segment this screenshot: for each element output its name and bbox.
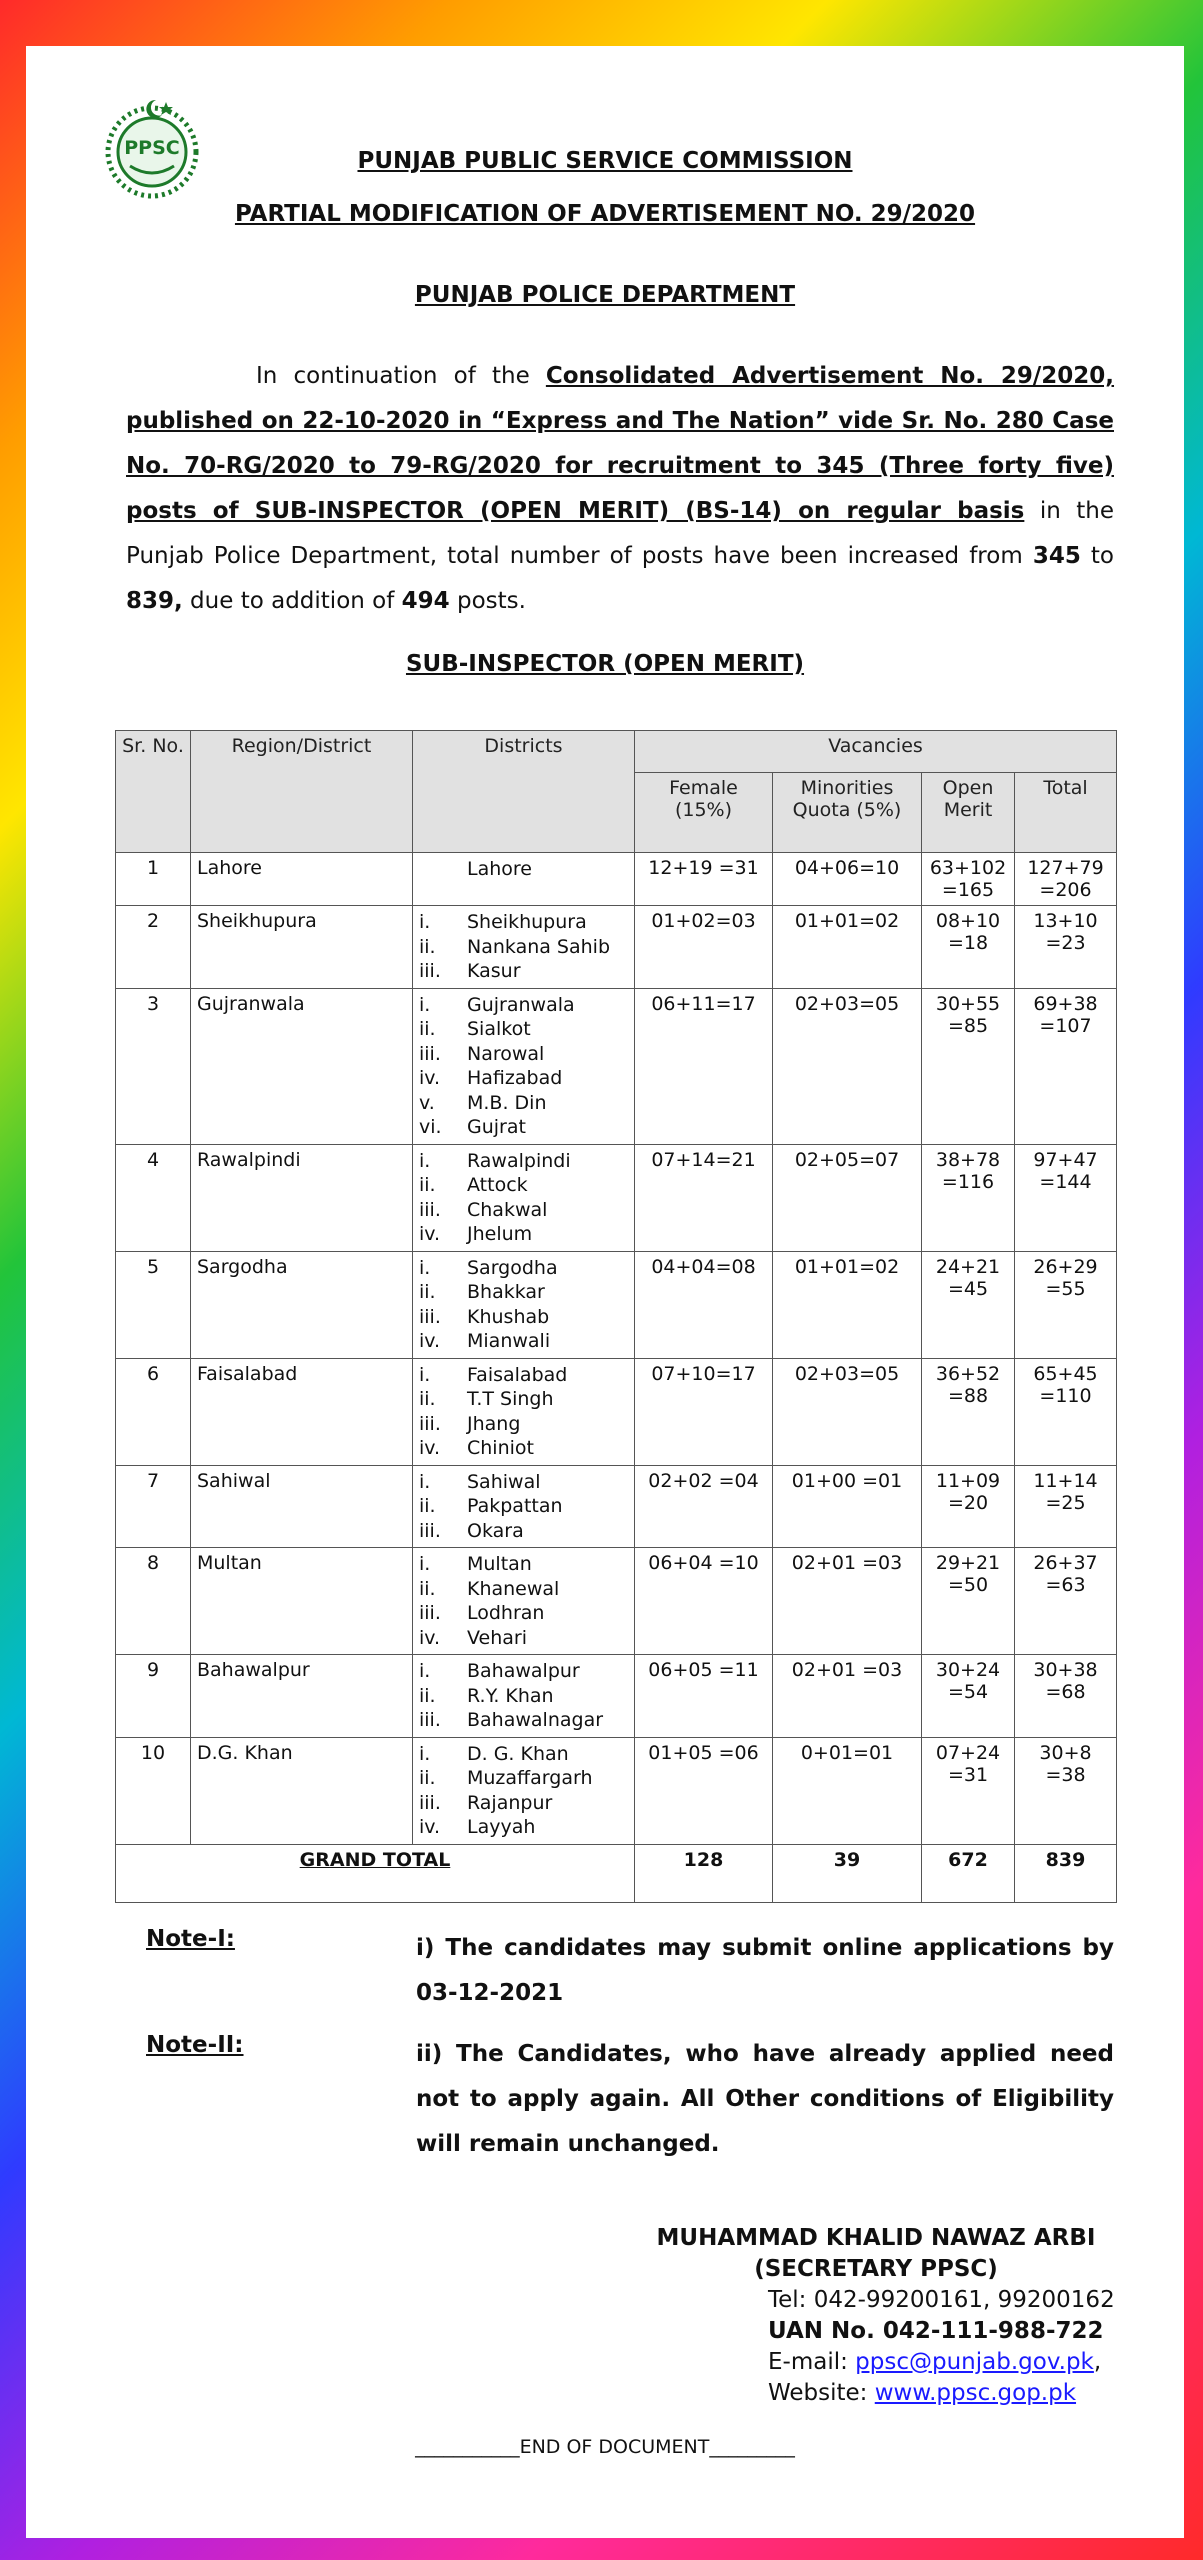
contact-block (768, 2285, 1115, 2409)
cell-female: 12+19 =31 (635, 853, 773, 906)
list-item (419, 1791, 628, 1816)
list-item (419, 1601, 628, 1626)
district-numeral: iv. (419, 1330, 441, 1352)
grand-total-total: 839 (1015, 1844, 1117, 1902)
list-item (419, 1519, 628, 1544)
cell-total: 26+37 =63 (1015, 1548, 1117, 1655)
cell-sr-no: 10 (116, 1737, 191, 1844)
note-1-label: Note-I: (146, 1926, 235, 1952)
district-numeral: iii. (419, 1042, 441, 1065)
district-numeral: iv. (419, 1437, 441, 1459)
district-numeral: ii. (419, 1767, 436, 1789)
district-numeral: i. (419, 993, 431, 1016)
intro-old-posts: 345 (1032, 543, 1081, 569)
district-numeral: ii. (419, 1018, 436, 1040)
cell-minorities: 02+03=05 (773, 988, 922, 1144)
district-name: Attock (467, 1174, 528, 1196)
header-minorities: Minorities Quota (5%) (773, 773, 922, 853)
district-name: D. G. Khan (467, 1742, 569, 1765)
cell-sr-no: 8 (116, 1548, 191, 1655)
district-name: Rawalpindi (467, 1149, 571, 1172)
cell-districts (413, 1548, 635, 1655)
table-row (116, 1251, 1117, 1358)
district-numeral: iii. (419, 1412, 441, 1435)
list-item (419, 1387, 628, 1412)
email-suffix: , (1093, 2349, 1102, 2375)
district-name: Sialkot (467, 1018, 531, 1040)
cell-minorities: 02+03=05 (773, 1358, 922, 1465)
district-name: Pakpattan (467, 1495, 563, 1517)
list-item (419, 1305, 628, 1330)
district-numeral: vi. (419, 1116, 442, 1138)
telephone: Tel: 042-99200161, 99200162 (768, 2287, 1115, 2313)
end-of-document: ___________END OF DOCUMENT_________ (415, 2436, 795, 2458)
district-name: Bhakkar (467, 1281, 545, 1303)
district-name: Bahawalnagar (467, 1709, 604, 1731)
cell-total: 11+14 =25 (1015, 1465, 1117, 1548)
district-numeral: v. (419, 1091, 435, 1114)
district-name: Vehari (467, 1626, 527, 1649)
district-name: Multan (467, 1553, 532, 1575)
cell-total: 127+79 =206 (1015, 853, 1117, 906)
cell-region: Bahawalpur (191, 1655, 413, 1738)
cell-region: Sargodha (191, 1251, 413, 1358)
district-name: M.B. Din (467, 1091, 547, 1114)
district-numeral: i. (419, 1660, 431, 1682)
district-name: Sargodha (467, 1256, 558, 1279)
district-numeral: iii. (419, 1602, 441, 1624)
district-numeral: ii. (419, 1281, 436, 1303)
department-title: PUNJAB POLICE DEPARTMENT (414, 282, 796, 308)
signatory-title: (SECRETARY PPSC) (754, 2256, 998, 2282)
district-list (419, 1149, 628, 1247)
cell-female: 01+02=03 (635, 906, 773, 989)
header-districts: Districts (413, 731, 635, 853)
list-item (419, 1149, 628, 1174)
cell-sr-no: 9 (116, 1655, 191, 1738)
district-name: R.Y. Khan (467, 1684, 554, 1707)
cell-open-merit: 11+09 =20 (922, 1465, 1015, 1548)
table-row (116, 988, 1117, 1144)
table-row (116, 1655, 1117, 1738)
district-numeral: i. (419, 1553, 431, 1575)
intro-paragraph (126, 354, 1114, 624)
header-region: Region/District (191, 731, 413, 853)
document-page (26, 46, 1184, 2538)
header-open-merit: Open Merit (922, 773, 1015, 853)
cell-open-merit: 29+21 =50 (922, 1548, 1015, 1655)
cell-region: Lahore (191, 853, 413, 906)
cell-sr-no: 1 (116, 853, 191, 906)
table-row (116, 1144, 1117, 1251)
list-item (419, 959, 628, 984)
district-numeral: ii. (419, 1495, 436, 1517)
cell-minorities: 01+00 =01 (773, 1465, 922, 1548)
list-item (419, 1329, 628, 1354)
org-title: PUNJAB PUBLIC SERVICE COMMISSION (357, 148, 853, 174)
district-numeral: iii. (419, 1519, 441, 1542)
email-label: E-mail: (768, 2349, 856, 2375)
cell-region: D.G. Khan (191, 1737, 413, 1844)
district-numeral: ii. (419, 1577, 436, 1600)
list-item (419, 1412, 628, 1437)
district-list (419, 1552, 628, 1650)
cell-total: 30+8 =38 (1015, 1737, 1117, 1844)
district-numeral: iii. (419, 960, 441, 982)
intro-new-posts: 839, (126, 588, 183, 614)
cell-open-merit: 24+21 =45 (922, 1251, 1015, 1358)
district-numeral: iii. (419, 1791, 441, 1814)
cell-districts (413, 1465, 635, 1548)
district-numeral (419, 857, 467, 882)
cell-sr-no: 6 (116, 1358, 191, 1465)
cell-total: 26+29 =55 (1015, 1251, 1117, 1358)
cell-open-merit: 07+24 =31 (922, 1737, 1015, 1844)
intro-text-4: due to addition of (182, 588, 402, 614)
district-name: Nankana Sahib (467, 935, 611, 958)
list-item (419, 1815, 628, 1840)
district-name: Okara (467, 1519, 524, 1542)
advertisement-subtitle: PARTIAL MODIFICATION OF ADVERTISEMENT NO. 29/2020 (234, 201, 976, 227)
district-numeral: iv. (419, 1816, 441, 1838)
district-name: Rajanpur (467, 1791, 553, 1814)
list-item (419, 1436, 628, 1461)
grand-total-female: 128 (635, 1844, 773, 1902)
list-item (419, 1577, 628, 1602)
list-item (419, 857, 628, 882)
district-name: Layyah (467, 1816, 536, 1838)
list-item (419, 1470, 628, 1495)
district-name: T.T Singh (467, 1388, 554, 1410)
cell-total: 97+47 =144 (1015, 1144, 1117, 1251)
list-item (419, 1659, 628, 1684)
cell-minorities: 0+01=01 (773, 1737, 922, 1844)
website-line (768, 2378, 1115, 2409)
cell-open-merit: 30+55 =85 (922, 988, 1015, 1144)
district-list (419, 1742, 628, 1840)
district-name: Narowal (467, 1042, 545, 1065)
grand-total-label: GRAND TOTAL (116, 1844, 635, 1902)
district-numeral: iii. (419, 1709, 441, 1731)
list-item (419, 910, 628, 935)
district-numeral: i. (419, 1149, 431, 1172)
cell-sr-no: 3 (116, 988, 191, 1144)
cell-minorities: 02+01 =03 (773, 1655, 922, 1738)
district-numeral: iii. (419, 1198, 441, 1221)
district-name: Chiniot (467, 1437, 534, 1459)
district-name: Sahiwal (467, 1470, 541, 1493)
cell-region: Rawalpindi (191, 1144, 413, 1251)
district-name: Hafizabad (467, 1067, 563, 1089)
list-item (419, 1042, 628, 1067)
cell-sr-no: 5 (116, 1251, 191, 1358)
list-item (419, 1684, 628, 1709)
table-row (116, 906, 1117, 989)
table-row (116, 853, 1117, 906)
district-numeral: ii. (419, 935, 436, 958)
table-row (116, 1737, 1117, 1844)
cell-open-merit: 30+24 =54 (922, 1655, 1015, 1738)
intro-added-posts: 494 (401, 588, 450, 614)
district-numeral: i. (419, 1742, 431, 1765)
email-link[interactable]: ppsc@punjab.gov.pk (855, 2349, 1094, 2375)
list-item (419, 993, 628, 1018)
website-label: Website: (768, 2380, 875, 2406)
uan-number: UAN No. 042-111-988-722 (768, 2318, 1104, 2344)
cell-female: 04+04=08 (635, 1251, 773, 1358)
cell-female: 06+11=17 (635, 988, 773, 1144)
list-item (419, 1626, 628, 1651)
district-name: Chakwal (467, 1198, 548, 1221)
district-numeral: iii. (419, 1305, 441, 1328)
cell-sr-no: 2 (116, 906, 191, 989)
cell-region: Sahiwal (191, 1465, 413, 1548)
cell-open-merit: 36+52 =88 (922, 1358, 1015, 1465)
district-name: Jhelum (467, 1223, 533, 1245)
cell-sr-no: 7 (116, 1465, 191, 1548)
cell-minorities: 01+01=02 (773, 906, 922, 989)
cell-minorities: 01+01=02 (773, 1251, 922, 1358)
list-item (419, 1222, 628, 1247)
district-list (419, 1256, 628, 1354)
district-name: Khushab (467, 1305, 550, 1328)
intro-text-5: posts. (449, 588, 526, 614)
cell-female: 07+10=17 (635, 1358, 773, 1465)
list-item (419, 1173, 628, 1198)
cell-female: 07+14=21 (635, 1144, 773, 1251)
cell-districts (413, 1655, 635, 1738)
district-list (419, 857, 628, 882)
cell-total: 30+38 =68 (1015, 1655, 1117, 1738)
district-list (419, 1363, 628, 1461)
district-name: Lahore (467, 858, 532, 880)
cell-total: 65+45 =110 (1015, 1358, 1117, 1465)
intro-text-1: In continuation of the (256, 363, 546, 389)
district-numeral: ii. (419, 1388, 436, 1410)
cell-region: Multan (191, 1548, 413, 1655)
note-2-label: Note-II: (146, 2032, 244, 2058)
district-list (419, 910, 628, 984)
district-numeral: i. (419, 1256, 431, 1279)
cell-districts (413, 853, 635, 906)
district-numeral: i. (419, 1470, 431, 1493)
district-name: Muzaffargarh (467, 1767, 593, 1789)
list-item (419, 1280, 628, 1305)
district-name: Kasur (467, 960, 521, 982)
section-title: SUB-INSPECTOR (OPEN MERIT) (405, 651, 805, 677)
cell-minorities: 04+06=10 (773, 853, 922, 906)
note-2-text: ii) The Candidates, who have already applied need not to apply again. All Other conditions of Eligibility will remain unchanged. (416, 2041, 1114, 2157)
cell-total: 13+10 =23 (1015, 906, 1117, 989)
list-item (419, 1017, 628, 1042)
intro-bold-reference: Consolidated Advertisement No. 29/2020, published on 22-10-2020 in “Express and The Nation” vide Sr. No. 280 Case No. 70-RG/2020 to 79-RG/2020 for recruitment to 345 (Three forty five) posts of SUB-INSPECTOR (OPEN MERIT) (BS-14) on regular basis (126, 363, 1115, 524)
table-row (116, 1358, 1117, 1465)
signature-block (646, 2223, 1106, 2285)
district-list (419, 1659, 628, 1733)
district-numeral: ii. (419, 1684, 436, 1707)
cell-minorities: 02+05=07 (773, 1144, 922, 1251)
district-name: Gujranwala (467, 993, 575, 1016)
cell-districts (413, 1358, 635, 1465)
list-item (419, 1552, 628, 1577)
note-1-text: i) The candidates may submit online applications by 03-12-2021 (416, 1935, 1114, 2006)
grand-total-minorities: 39 (773, 1844, 922, 1902)
cell-female: 02+02 =04 (635, 1465, 773, 1548)
list-item (419, 935, 628, 960)
list-item (419, 1091, 628, 1116)
intro-text-3: to (1080, 543, 1114, 569)
district-name: Gujrat (467, 1116, 526, 1138)
cell-region: Sheikhupura (191, 906, 413, 989)
header-total: Total (1015, 773, 1117, 853)
signatory-name: MUHAMMAD KHALID NAWAZ ARBI (656, 2225, 1096, 2251)
district-name: Lodhran (467, 1602, 545, 1624)
table-row (116, 1465, 1117, 1548)
district-numeral: iv. (419, 1223, 441, 1245)
list-item (419, 1198, 628, 1223)
list-item (419, 1363, 628, 1388)
email-line (768, 2347, 1115, 2378)
district-name: Khanewal (467, 1577, 560, 1600)
header-sr-no: Sr. No. (116, 731, 191, 853)
district-numeral: i. (419, 911, 431, 933)
cell-open-merit: 08+10 =18 (922, 906, 1015, 989)
district-numeral: iv. (419, 1067, 441, 1089)
cell-open-merit: 63+102 =165 (922, 853, 1015, 906)
cell-total: 69+38 =107 (1015, 988, 1117, 1144)
district-list (419, 993, 628, 1140)
cell-minorities: 02+01 =03 (773, 1548, 922, 1655)
district-list (419, 1470, 628, 1544)
district-numeral: ii. (419, 1174, 436, 1196)
district-name: Faisalabad (467, 1363, 568, 1386)
cell-female: 06+04 =10 (635, 1548, 773, 1655)
district-name: Sheikhupura (467, 911, 587, 933)
header-vacancies: Vacancies (635, 731, 1117, 773)
cell-female: 01+05 =06 (635, 1737, 773, 1844)
district-name: Jhang (467, 1412, 521, 1435)
cell-districts (413, 1251, 635, 1358)
list-item (419, 1708, 628, 1733)
cell-districts (413, 1737, 635, 1844)
website-link[interactable]: www.ppsc.gop.pk (874, 2380, 1077, 2406)
list-item (419, 1494, 628, 1519)
district-numeral: iv. (419, 1626, 441, 1649)
list-item (419, 1256, 628, 1281)
svg-text:PPSC: PPSC (124, 137, 180, 159)
cell-sr-no: 4 (116, 1144, 191, 1251)
cell-female: 06+05 =11 (635, 1655, 773, 1738)
district-numeral: i. (419, 1363, 431, 1386)
list-item (419, 1766, 628, 1791)
table-row (116, 1548, 1117, 1655)
intro-text-2: in the Punjab Police Department, total number of posts have been increased from (126, 498, 1114, 569)
list-item (419, 1115, 628, 1140)
vacancies-table (115, 730, 1117, 1903)
cell-districts (413, 988, 635, 1144)
cell-open-merit: 38+78 =116 (922, 1144, 1015, 1251)
cell-region: Gujranwala (191, 988, 413, 1144)
header-female: Female (15%) (635, 773, 773, 853)
cell-region: Faisalabad (191, 1358, 413, 1465)
list-item (419, 1066, 628, 1091)
district-name: Bahawalpur (467, 1660, 580, 1682)
cell-districts (413, 1144, 635, 1251)
cell-districts (413, 906, 635, 989)
district-name: Mianwali (467, 1330, 551, 1352)
grand-total-open: 672 (922, 1844, 1015, 1902)
list-item (419, 1742, 628, 1767)
